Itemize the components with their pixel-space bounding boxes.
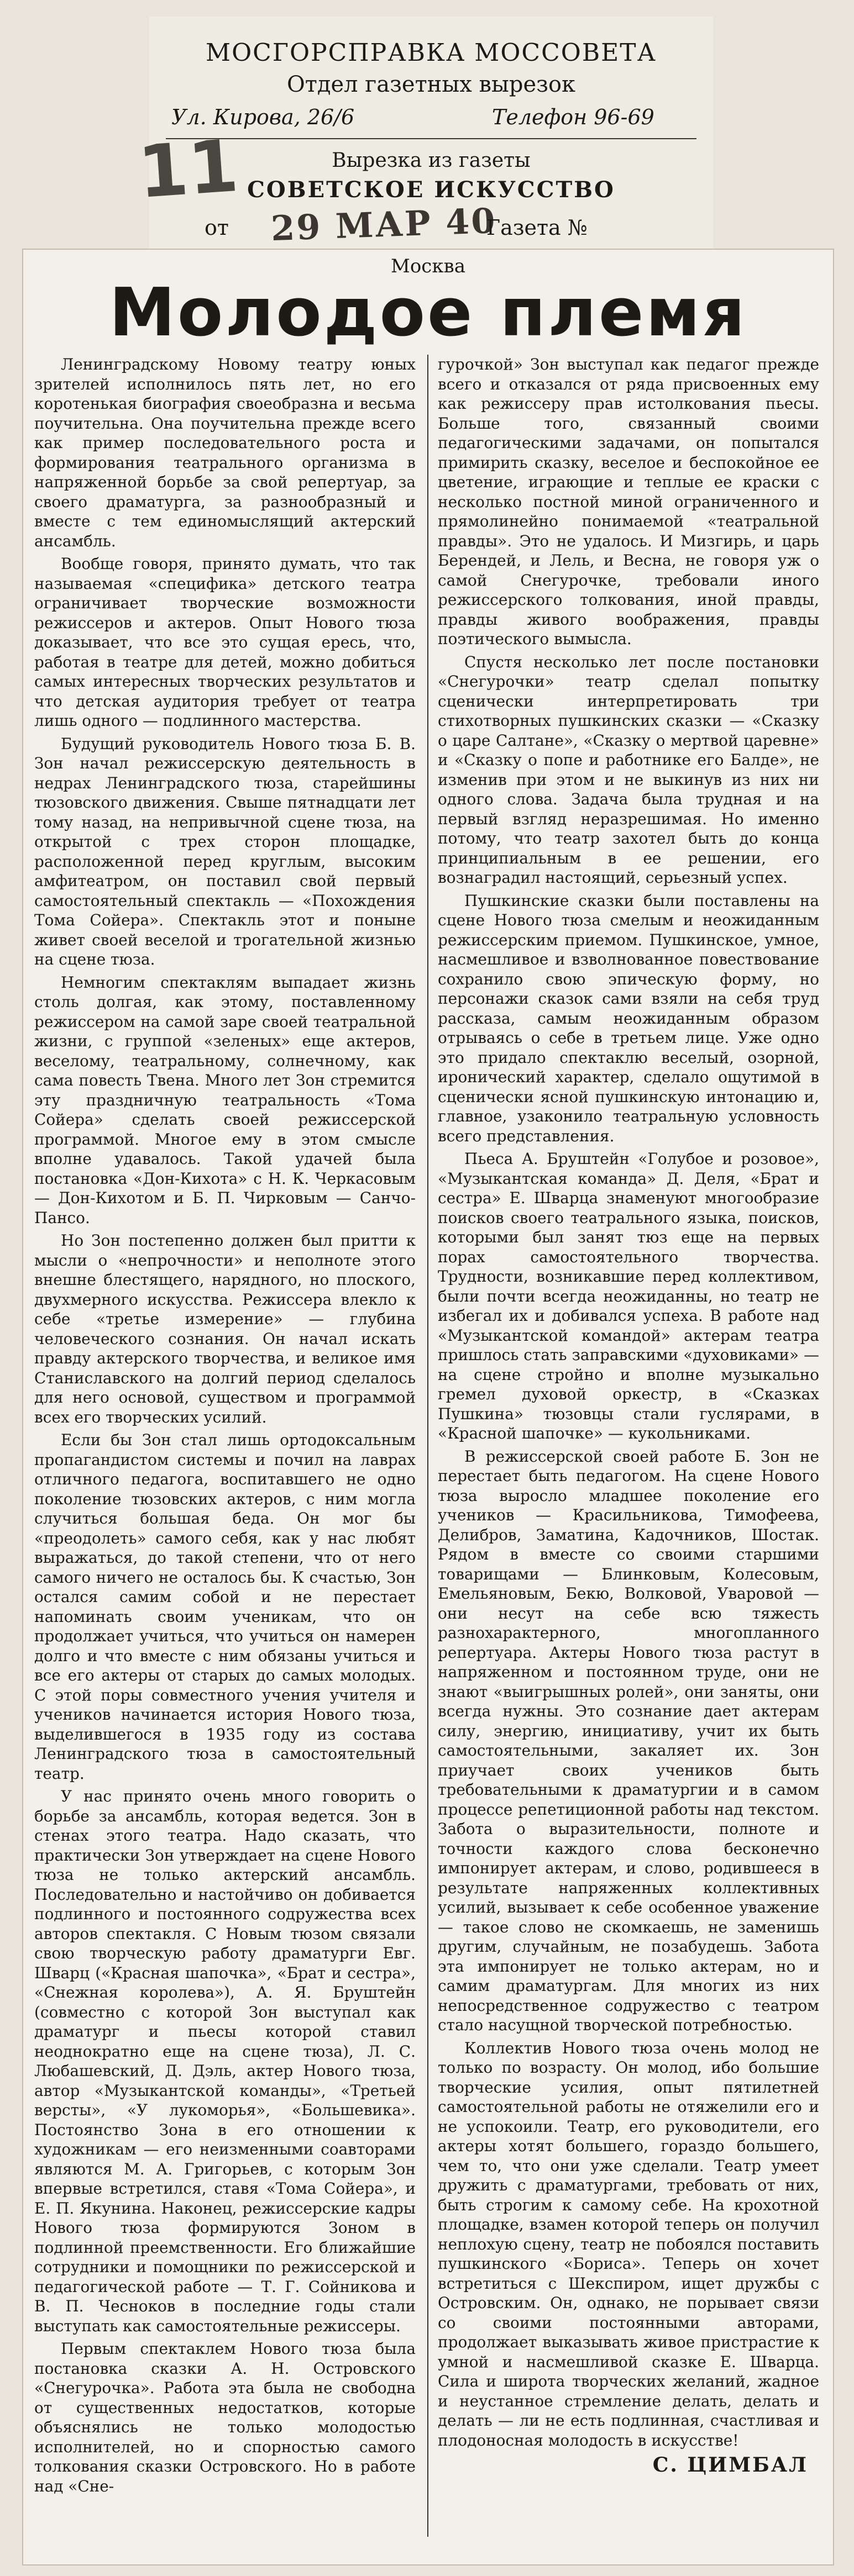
paragraph: Ленинградскому Новому театру юных зрителей исполнилось пять лет, но его коротенькая биография своеобразна и весьма поучительна. Она поучительна прежде всего как пример последовательного роста и формирования театрального организма в напряженной борьбе за свой репертуар, за своего драматурга, за разнообразный и вместе с тем единомыслящий актерский ансамбль.: [34, 355, 416, 550]
from-label: от: [205, 215, 229, 240]
paragraph: Пьеса А. Бруштейн «Голубое и розовое», «Музыкантская команда» Д. Деля, «Брат и сестра» Е. Шварца знаменуют многообразие поисков своего театрального языка, поисков, которыми был занят тюз еще на первых порах самостоятельного творчества. Трудности, возникавшие перед коллективом, были почти всегда неожиданны, но театр не избегал их и добивался успеха. В работе над «Музыкантской командой» актерам театра пришлось стать заправскими «духовиками» — на сцене стройно и вполне музыкально гремел духовой оркестр, в «Сказках Пушкина» тюзовцы стали гуслярами, в «Красной шапочке» — кукольниками.: [438, 1150, 819, 1442]
newspaper-name: СОВЕТСКОЕ ИСКУССТВО: [247, 177, 615, 203]
paragraph: У нас принято очень много говорить о борьбе за ансамбль, которая ведется. Зон в стенах этого театра. Надо сказать, что практически Зон утверждает на сцене Нового тюза не только актерский ансамбль. Последовательно и настойчиво он добивается подлинного и постоянного содружества всех авторов спектакля. С Новым тюзом связали свою творческую работу драматурги Евг. Шварц («Красная шапочка», «Брат и сестра», «Снежная королева»), А. Я. Бруштейн (совместно с которой Зон выступал как драматург и пьесы которой ставил неоднократно еще на сцене тюза), Л. С. Любашевский, Д. Дэль, актер Нового тюза, автор «Музыкантской команды», «Третьей версты», «У лукоморья», «Большевика». Постоянство Зона в его отношении к художникам — его неизменными соавторами являются М. А. Григорьев, с которым Зон впервые встретился, ставя «Тома Сойера», и Е. П. Якунина. Наконец, режиссерские кадры Нового тюза формируются Зоном в подлинной преемственности. Его ближайшие сотрудники и помощники по режиссерской и педагогической работе — Т. Г. Сойникова и В. П. Чесноков в последние годы стали выступать как самостоятельные режиссеры.: [34, 1787, 416, 2335]
paragraph: Но Зон постепенно должен был притти к мысли о «непрочности» и неполноте этого внешне блестящего, нарядного, но плоского, двухмерного искусства. Режиссера влекло к себе «третье измерение» — глубина человеческого сознания. Он начал искать правду актерского творчества, и великое имя Станиславского на долгий период сделалось для него основой, существом и программой всех его творческих усилий.: [34, 1231, 416, 1426]
column-divider: [427, 355, 428, 2537]
clipping-label: Вырезка из газеты: [332, 149, 531, 172]
paragraph: Вообще говоря, принято думать, что так называемая «специфика» детского театра ограничивает творческие возможности режиссеров и актеров. Опыт Нового тюза доказывает, что все это сущая ересь, что, работая в театре для детей, можно добиться самых интересных творческих результатов и что детская аудитория требует от театра лишь одного — подлинного мастерства.: [34, 555, 416, 730]
newspaper-article: [22, 249, 834, 2566]
phone: Телефон 96-69: [492, 105, 654, 129]
paragraph: Будущий руководитель Нового тюза Б. В. Зон начал режиссерскую деятельность в недрах Ленинградского тюза, старейшины тюзовского движения. Свыше пятнадцати лет тому назад, на непривычной сцене тюза, на открытой с трех сторон площадке, расположенной перед круглым, высоким амфитеатром, он поставил свой первый самостоятельный спектакль — «Похождения Тома Сойера». Спектакль этот и поныне живет своей веселой и трогательной жизнью на сцене тюза.: [34, 734, 416, 968]
slip-divider: [166, 138, 696, 139]
address: Ул. Кирова, 26/6: [171, 105, 355, 129]
article-headline: Молодое племя: [109, 275, 747, 351]
date-stamp: 29 МАР 40: [270, 200, 497, 249]
paragraph: гурочкой» Зон выступал как педагог прежде всего и отказался от ряда присвоенных ему как режиссеру прав истолкования пьесы. Больше того, связанный своими педагогическими задачами, он попытался примирить сказку, веселое и беспокойное ее цветение, играющие и теплые ее краски с несколько постной миной ограниченного и прямолинейно понимаемой «театральной правды». Это не удалось. И Мизгирь, и царь Берендей, и Лель, и Весна, не говоря уж о самой Снегурочке, требовали иного режиссерского толкования, иной правды, правды живого воображения, правды поэтического вымысла.: [438, 355, 819, 648]
dateline-city: Москва: [391, 255, 465, 277]
paragraph: Пушкинские сказки были поставлены на сцене Нового тюза смелым и неожиданным режиссерским приемом. Пушкинское, умное, насмешливое и взволнованное повествование сохранило свою эпическую форму, но персонажи сказок сами взяли на себя труд рассказа, самым неожиданным образом отрываясь о себе в третьем лице. Уже одно это придало спектаклю веселый, озорной, иронический характер, сделало ощутимой в сценически ясной пушкинскую интонацию и, главное, узаконило театральную условность всего представления.: [438, 891, 819, 1145]
organization-name: МОСГОРСПРАВКА МОССОВЕТА: [206, 39, 657, 67]
paragraph: В режиссерской своей работе Б. Зон не перестает быть педагогом. На сцене Нового тюза выросло младшее поколение его учеников — Красильникова, Тимофеева, Делибров, Заматина, Кадочников, Шостак. Рядом в вместе со своими старшими товарищами — Блинковым, Колесовым, Емельяновым, Бекю, Волковой, Уваровой — они несут на себе всю тяжесть разнохарактерного, многопланного репертуара. Актеры Нового тюза растут в напряженном и постоянном труде, они не знают «выигрышных ролей», они заняты, они всегда нужны. Это сознание дает актерам силу, энергию, инициативу, учит их быть самостоятельными, закаляет их. Зон приучает своих учеников быть требовательными к драматургии и в самом процессе репетиционной работы над текстом. Забота о выразительности, полноте и точности каждого слова бесконечно импонирует актерам, и слово, родившееся в результате напряженных коллективных усилий, вызывает к себе особенное уважение — такое слово не скомкаешь, не заменишь другим, случайным, не позабудешь. Забота эта импонирует не только актерам, но и самим драматургам. Для многих из них непосредственное содружество с театром стало насущной творческой потребностью.: [438, 1447, 819, 2034]
handwritten-number: 11: [135, 123, 242, 215]
paragraph: Спустя несколько лет после постановки «Снегурочки» театр сделал попытку сценически интерпретировать три стихотворных пушкинских сказки — «Сказку о царе Салтане», «Сказку о мертвой царевне» и «Сказку о попе и работнике его Балде», не изменив при этом и не выкинув из них ни одного слова. Задача была трудная и на первый взгляд неразрешимая. Но именно потому, что театр захотел быть до конца принципиальным в ее решении, его вознаградил настоящий, серьезный успех.: [438, 652, 819, 887]
department-name: Отдел газетных вырезок: [286, 72, 576, 97]
paragraph: Коллектив Нового тюза очень молод не только по возрасту. Он молод, ибо большие творческие усилия, опыт пятилетней самостоятельной работы не отяжелили его и не успокоили. Театр, его руководители, его актеры хотят большего, гораздо большего, чем то, что они уже сделали. Театр умеет дружить с драматургами, требовать от них, быть строгим к самому себе. На крохотной площадке, взамен которой теперь он получил неплохую сцену, театр не побоялся поставить пушкинского «Бориса». Теперь он хочет встретиться с Шекспиром, ищет дружбы с Островским. Он, однако, не порывает связи со своими постоянными авторами, продолжает выказывать живое пристрастие к умной и насмешливой сказке Е. Шварца. Сила и широта творческих желаний, жадное и неустанное стремление делать, делать и делать — ли не есть подлинная, счастливая и плодоносная молодость в искусстве!: [438, 2038, 819, 2449]
paragraph: Немногим спектаклям выпадает жизнь столь долгая, как этому, поставленному режиссером на самой заре своей театральной жизни, с группой «зеленых» еще актеров, веселому, театральному, солнечному, как сама повесть Твена. Много лет Зон стремится эту праздничную театральность «Тома Сойера» сделать своей режиссерской программой. Многое ему в этом смысле вполне удавалось. Такой удачей была постановка «Дон-Кихота» с Н. К. Черкасовым — Дон-Кихотом и Б. П. Чирковым — Санчо-Пансо.: [34, 973, 416, 1227]
paragraph: Если бы Зон стал лишь ортодоксальным пропагандистом системы и почил на лаврах отличного педагога, воспитавшего не одно поколение тюзовских актеров, с ним могла случиться большая беда. Он мог бы «преодолеть» самого себя, как у нас любят выражаться, до такой степени, что от него самого ничего не осталось бы. К счастью, Зон остался самим собой и не перестает напоминать своим ученикам, что он продолжает учиться, что учиться он намерен долго и что вместе с ним обязаны учиться и все его актеры от старых до самых молодых. С этой поры совместного учения учителя и учеников начинается история Нового тюза, выделившегося в 1935 году из состава Ленинградского тюза в самостоятельный театр.: [34, 1431, 416, 1783]
author-signature: С. ЦИМБАЛ: [652, 2453, 808, 2477]
issue-label: Газета №: [486, 215, 588, 240]
paragraph: Первым спектаклем Нового тюза была постановка сказки А. Н. Островского «Снегурочка». Работа эта была не свободна от существенных недостатков, которые объяснялись не только молодостью исполнителей, но и спорностью самого толкования сказки Островского. Но в работе над «Сне-: [34, 2340, 416, 2495]
left-column: [34, 355, 416, 2537]
right-column: [438, 355, 819, 2537]
